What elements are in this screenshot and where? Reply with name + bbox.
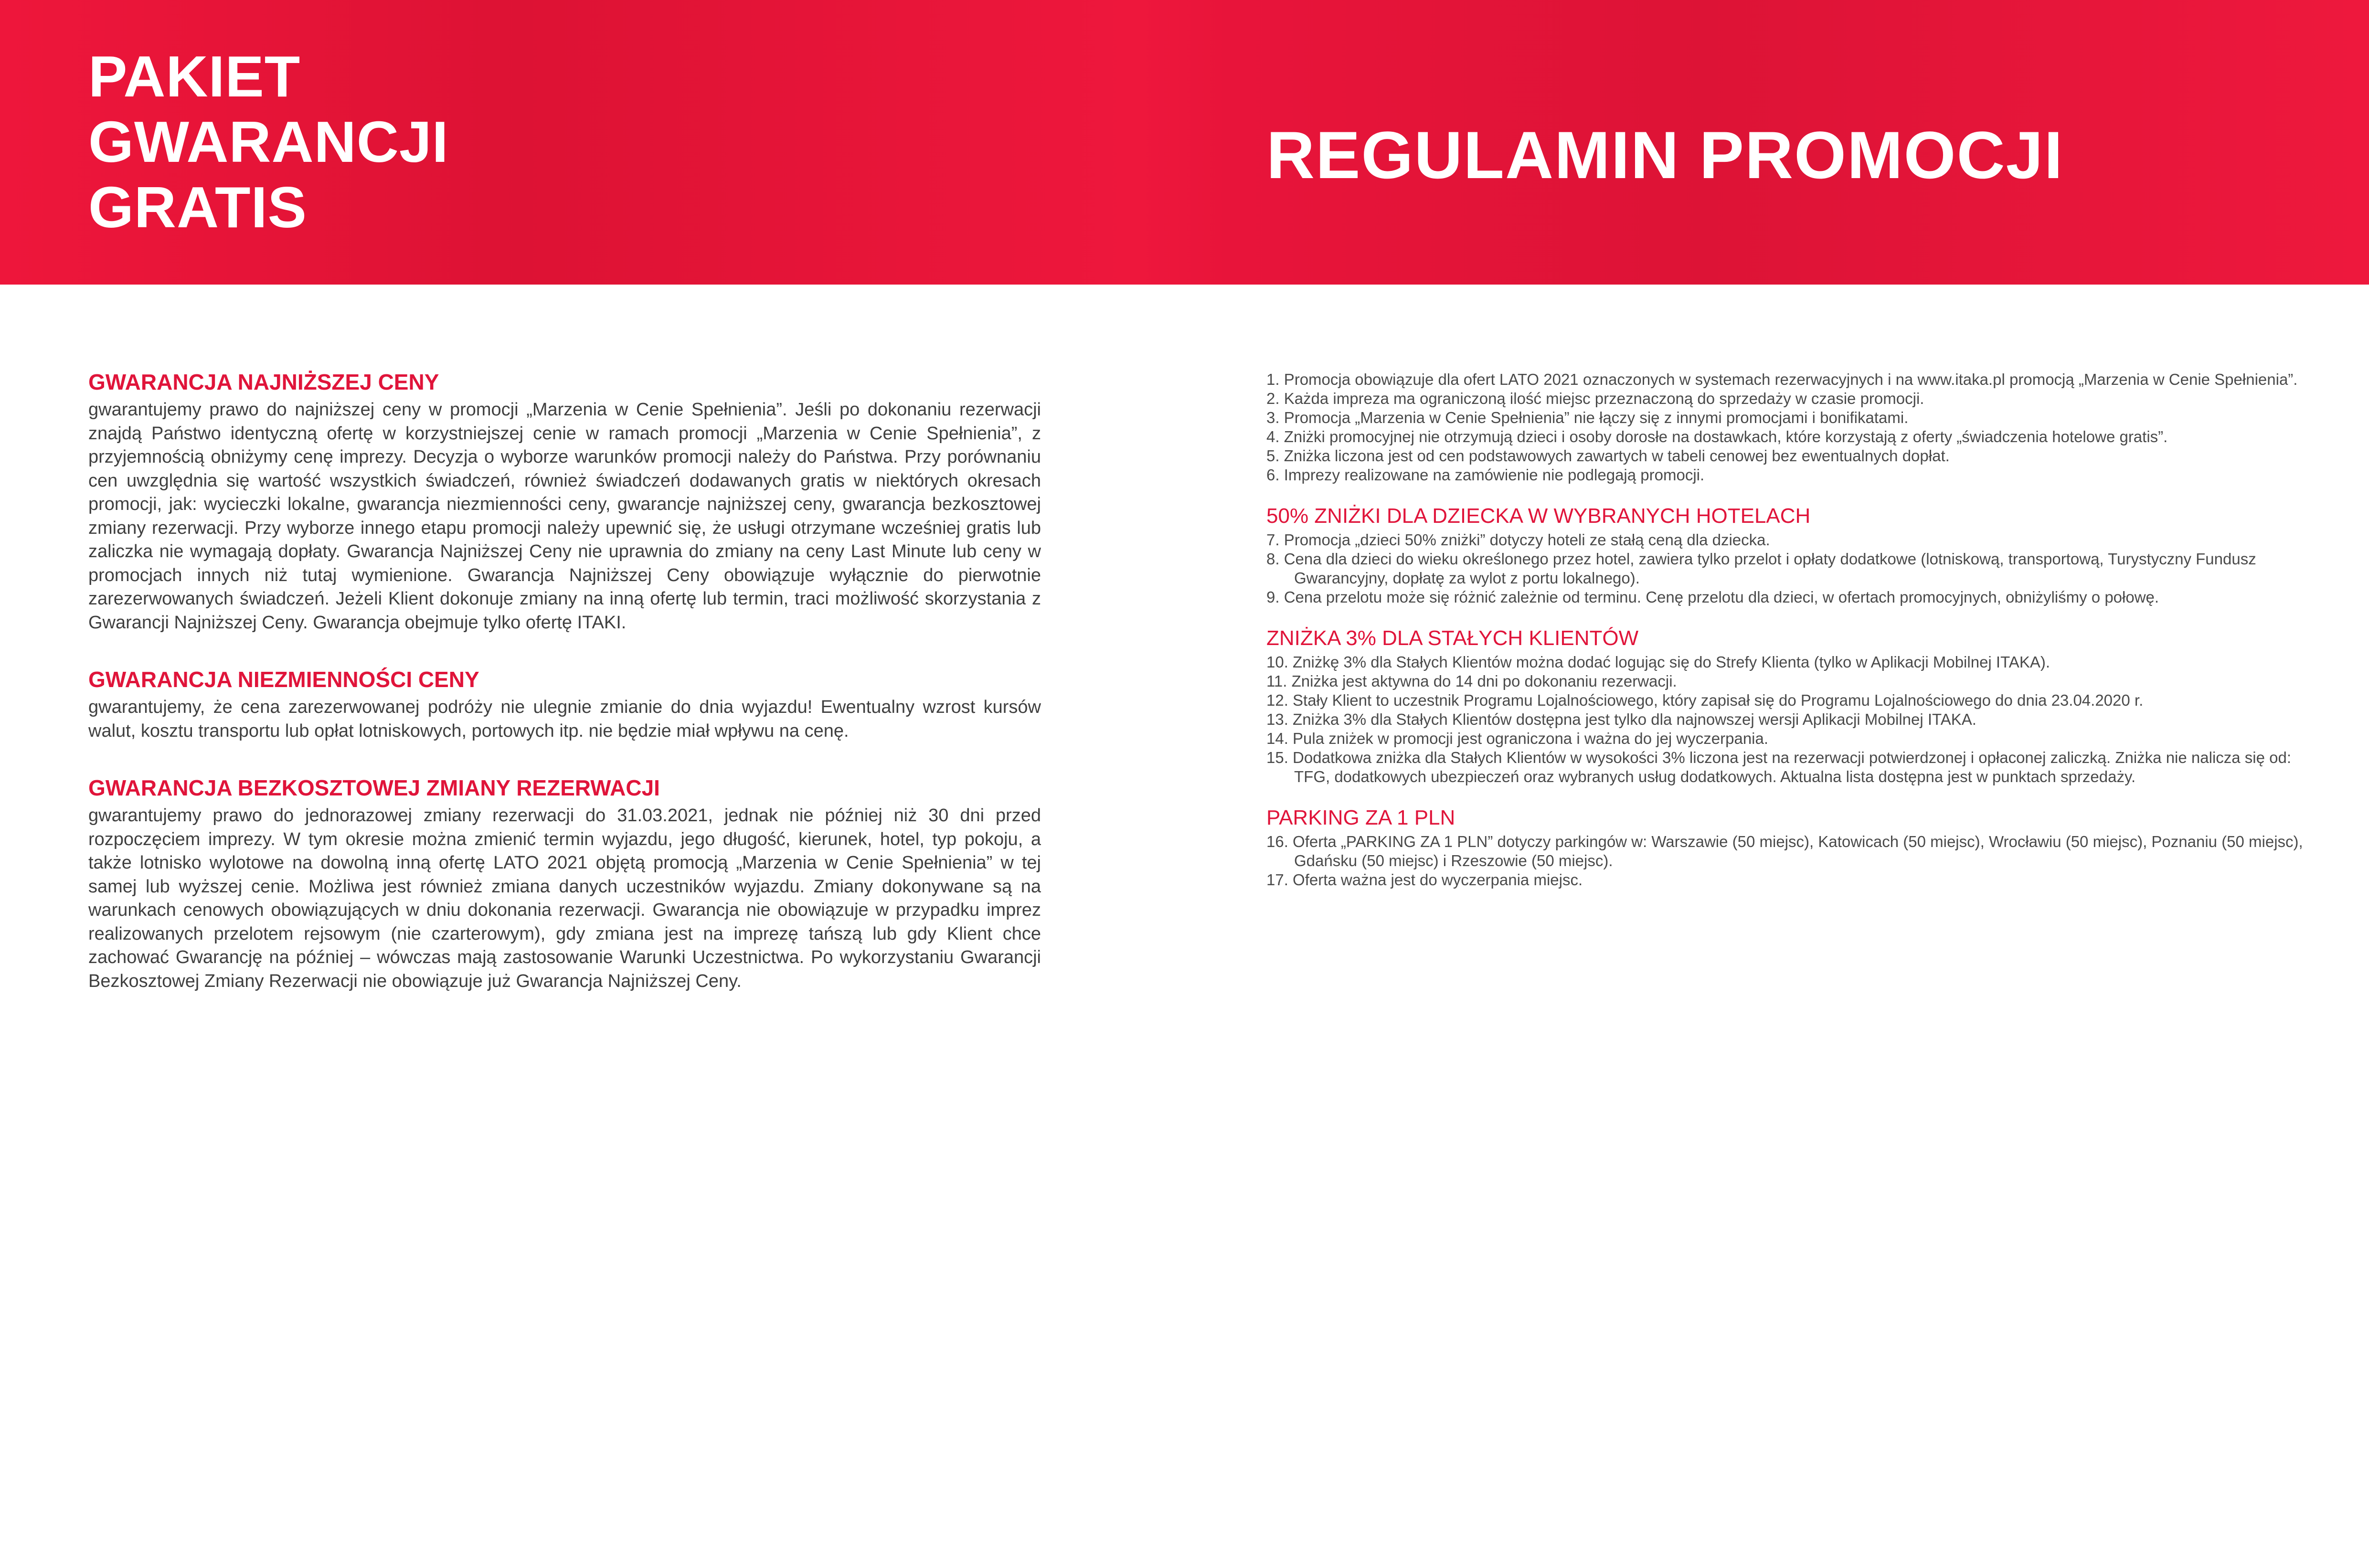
rules-parking	[1266, 805, 2307, 890]
left-column	[88, 368, 1041, 1024]
rule-item: 8. Cena dla dzieci do wieku określonego przez hotel, zawiera tylko przelot i opłaty dodatkowe (lotniskową, transportową, Turystyczny Fundusz Gwarancyjny, dopłatę za wylot z portu lokalnego).	[1266, 550, 2256, 587]
rule-item: 5. Zniżka liczona jest od cen podstawowych zawartych w tabeli cenowej bez ewentualnych dopłat.	[1266, 447, 1950, 465]
section-body: gwarantujemy prawo do jednorazowej zmiany rezerwacji do 31.03.2021, jednak nie później niż 30 dni przed rozpoczęciem imprezy. W tym okresie można zmienić termin wyjazdu, jego długość, kierunek, hotel, typ pokoju, a także lotnisko wylotowe na dowolną inną ofertę LATO 2021 objętą promocją „Marzenia w Cenie Spełnienia” w tej samej lub wyższej cenie. Możliwa jest również zmiana danych uczestników wyjazdu. Zmiany dokonywane są na warunkach cenowych obowiązujących w dniu dokonania rezerwacji. Gwarancja nie obowiązuje w przypadku imprez realizowanych przelotem rejsowym (nie czarterowym), gdy zmiana jest na imprezę tańszą lub gdy Klient chce zachować Gwarancję na później – wówczas mają zastosowanie Warunki Uczestnictwa. Po wykorzystaniu Gwarancji Bezkosztowej Zmiany Rezerwacji nie obowiązuje już Gwarancja Najniższej Ceny.	[88, 805, 1041, 991]
rule-item: 11. Zniżka jest aktywna do 14 dni po dokonaniu rezerwacji.	[1266, 672, 1677, 690]
rule-item: 17. Oferta ważna jest do wyczerpania miejsc.	[1266, 871, 1583, 889]
rule-item: 15. Dodatkowa zniżka dla Stałych Klientów w wysokości 3% liczona jest na rezerwacji potwierdzonej i opłaconej zaliczką. Zniżka nie nalicza się od: TFG, dodatkowych ubezpieczeń oraz wybranych usług dodatkowych. Aktualna lista dostępna jest w punktach sprzedaży.	[1266, 749, 2292, 785]
rules-list	[1266, 832, 2307, 890]
rule-item: 10. Zniżkę 3% dla Stałych Klientów można dodać logując się do Strefy Klienta (tylko w Aplikacji Mobilnej ITAKA).	[1266, 653, 2050, 671]
rule-item: 1. Promocja obowiązuje dla ofert LATO 2021 oznaczonych w systemach rezerwacyjnych i na www.itaka.pl promocją „Marzenia w Cenie Spełnienia”.	[1266, 371, 2298, 388]
section-lowest-price	[88, 368, 1041, 635]
rule-item: 4. Zniżki promocyjnej nie otrzymują dzieci i osoby dorosłe na dostawkach, które korzystają z oferty „świadczenia hotelowe gratis”.	[1266, 428, 2168, 445]
left-title-line: GWARANCJI	[88, 109, 449, 174]
section-title: GWARANCJA NIEZMIENNOŚCI CENY	[88, 667, 479, 692]
rule-item: 3. Promocja „Marzenia w Cenie Spełnienia” nie łączy się z innymi promocjami i bonifikatami.	[1266, 409, 1909, 426]
rules-child-discount	[1266, 503, 2307, 607]
left-title	[88, 44, 449, 240]
rule-item: 6. Imprezy realizowane na zamówienie nie podlegają promocji.	[1266, 466, 1705, 484]
left-title-line: GRATIS	[88, 175, 307, 240]
rules-list	[1266, 530, 2307, 607]
rule-item: 9. Cena przelotu może się różnić zależnie od terminu. Cenę przelotu dla dzieci, w ofertach promocyjnych, obniżyliśmy o połowę.	[1266, 588, 2159, 606]
rule-item: 12. Stały Klient to uczestnik Programu Lojalnościowego, który zapisał się do Programu Lojalnościowego do dnia 23.04.2020 r.	[1266, 691, 2144, 709]
rules-general	[1266, 370, 2307, 485]
left-title-line: PAKIET	[88, 44, 301, 109]
right-title: REGULAMIN PROMOCJI	[1266, 117, 2064, 192]
section-body: gwarantujemy, że cena zarezerwowanej podróży nie ulegnie zmianie do dnia wyjazdu! Ewentualny wzrost kursów walut, kosztu transportu lub opłat lotniskowych, portowych itp. nie będzie miał wpływu na cenę.	[88, 697, 1041, 741]
right-column	[1266, 370, 2307, 908]
rule-item: 2. Każda impreza ma ograniczoną ilość miejsc przeznaczoną do sprzedaży w czasie promocji.	[1266, 390, 1924, 407]
rule-item: 13. Zniżka 3% dla Stałych Klientów dostępna jest tylko dla najnowszej wersji Aplikacji Mobilnej ITAKA.	[1266, 710, 1976, 728]
section-title: GWARANCJA BEZKOSZTOWEJ ZMIANY REZERWACJI	[88, 775, 660, 800]
section-price-stability	[88, 665, 1041, 743]
rules-list	[1266, 653, 2307, 786]
rules-loyal-discount	[1266, 625, 2307, 786]
rule-item: 14. Pula zniżek w promocji jest ograniczona i ważna do jej wyczerpania.	[1266, 730, 1769, 747]
section-title: GWARANCJA NAJNIŻSZEJ CENY	[88, 370, 439, 394]
rules-list	[1266, 370, 2307, 485]
section-body: gwarantujemy prawo do najniższej ceny w promocji „Marzenia w Cenie Spełnienia”. Jeśli po dokonaniu rezerwacji znajdą Państwo identyczną ofertę w korzystniejszej cenie w ramach promocji „Marzenia w Cenie Spełnienia”, z przyjemnością obniżymy cenę imprezy. Decyzja o wyborze warunków promocji należy do Państwa. Przy porównaniu cen uwzględnia się wartość wszystkich świadczeń, również świadczeń dodawanych gratis w niektórych okresach promocji, jak: wycieczki lokalne, gwarancja niezmienności ceny, gwarancje najniższej ceny, gwarancja bezkosztowej zmiany rezerwacji. Przy wyborze innego etapu promocji należy upewnić się, że usługi otrzymane wcześniej gratis lub zaliczka nie wymagają dopłaty. Gwarancja Najniższej Ceny nie uprawnia do zmiany na ceny Last Minute lub ceny w promocjach innych niż tutaj wymienione. Gwarancja Najniższej Ceny obowiązuje wyłącznie do pierwotnie zarezerwowanych świadczeń. Jeżeli Klient dokonuje zmiany na inną ofertę lub termin, traci możliwość skorzystania z Gwarancji Najniższej Ceny. Gwarancja obejmuje tylko ofertę ITAKI.	[88, 400, 1041, 633]
section-title: 50% ZNIŻKI DLA DZIECKA W WYBRANYCH HOTELACH	[1266, 504, 1811, 528]
section-title: ZNIŻKA 3% DLA STAŁYCH KLIENTÓW	[1266, 626, 1639, 650]
rule-item: 16. Oferta „PARKING ZA 1 PLN” dotyczy parkingów w: Warszawie (50 miejsc), Katowicach (50 miejsc), Wrocławiu (50 miejsc), Poznaniu (50 miejsc), Gdańsku (50 miejsc) i Rzeszowie (50 miejsc).	[1266, 833, 2303, 869]
section-title: PARKING ZA 1 PLN	[1266, 806, 1455, 829]
rule-item: 7. Promocja „dzieci 50% zniżki” dotyczy hoteli ze stałą ceną dla dziecka.	[1266, 531, 1770, 549]
header-banner	[0, 0, 2369, 285]
section-free-change	[88, 773, 1041, 993]
